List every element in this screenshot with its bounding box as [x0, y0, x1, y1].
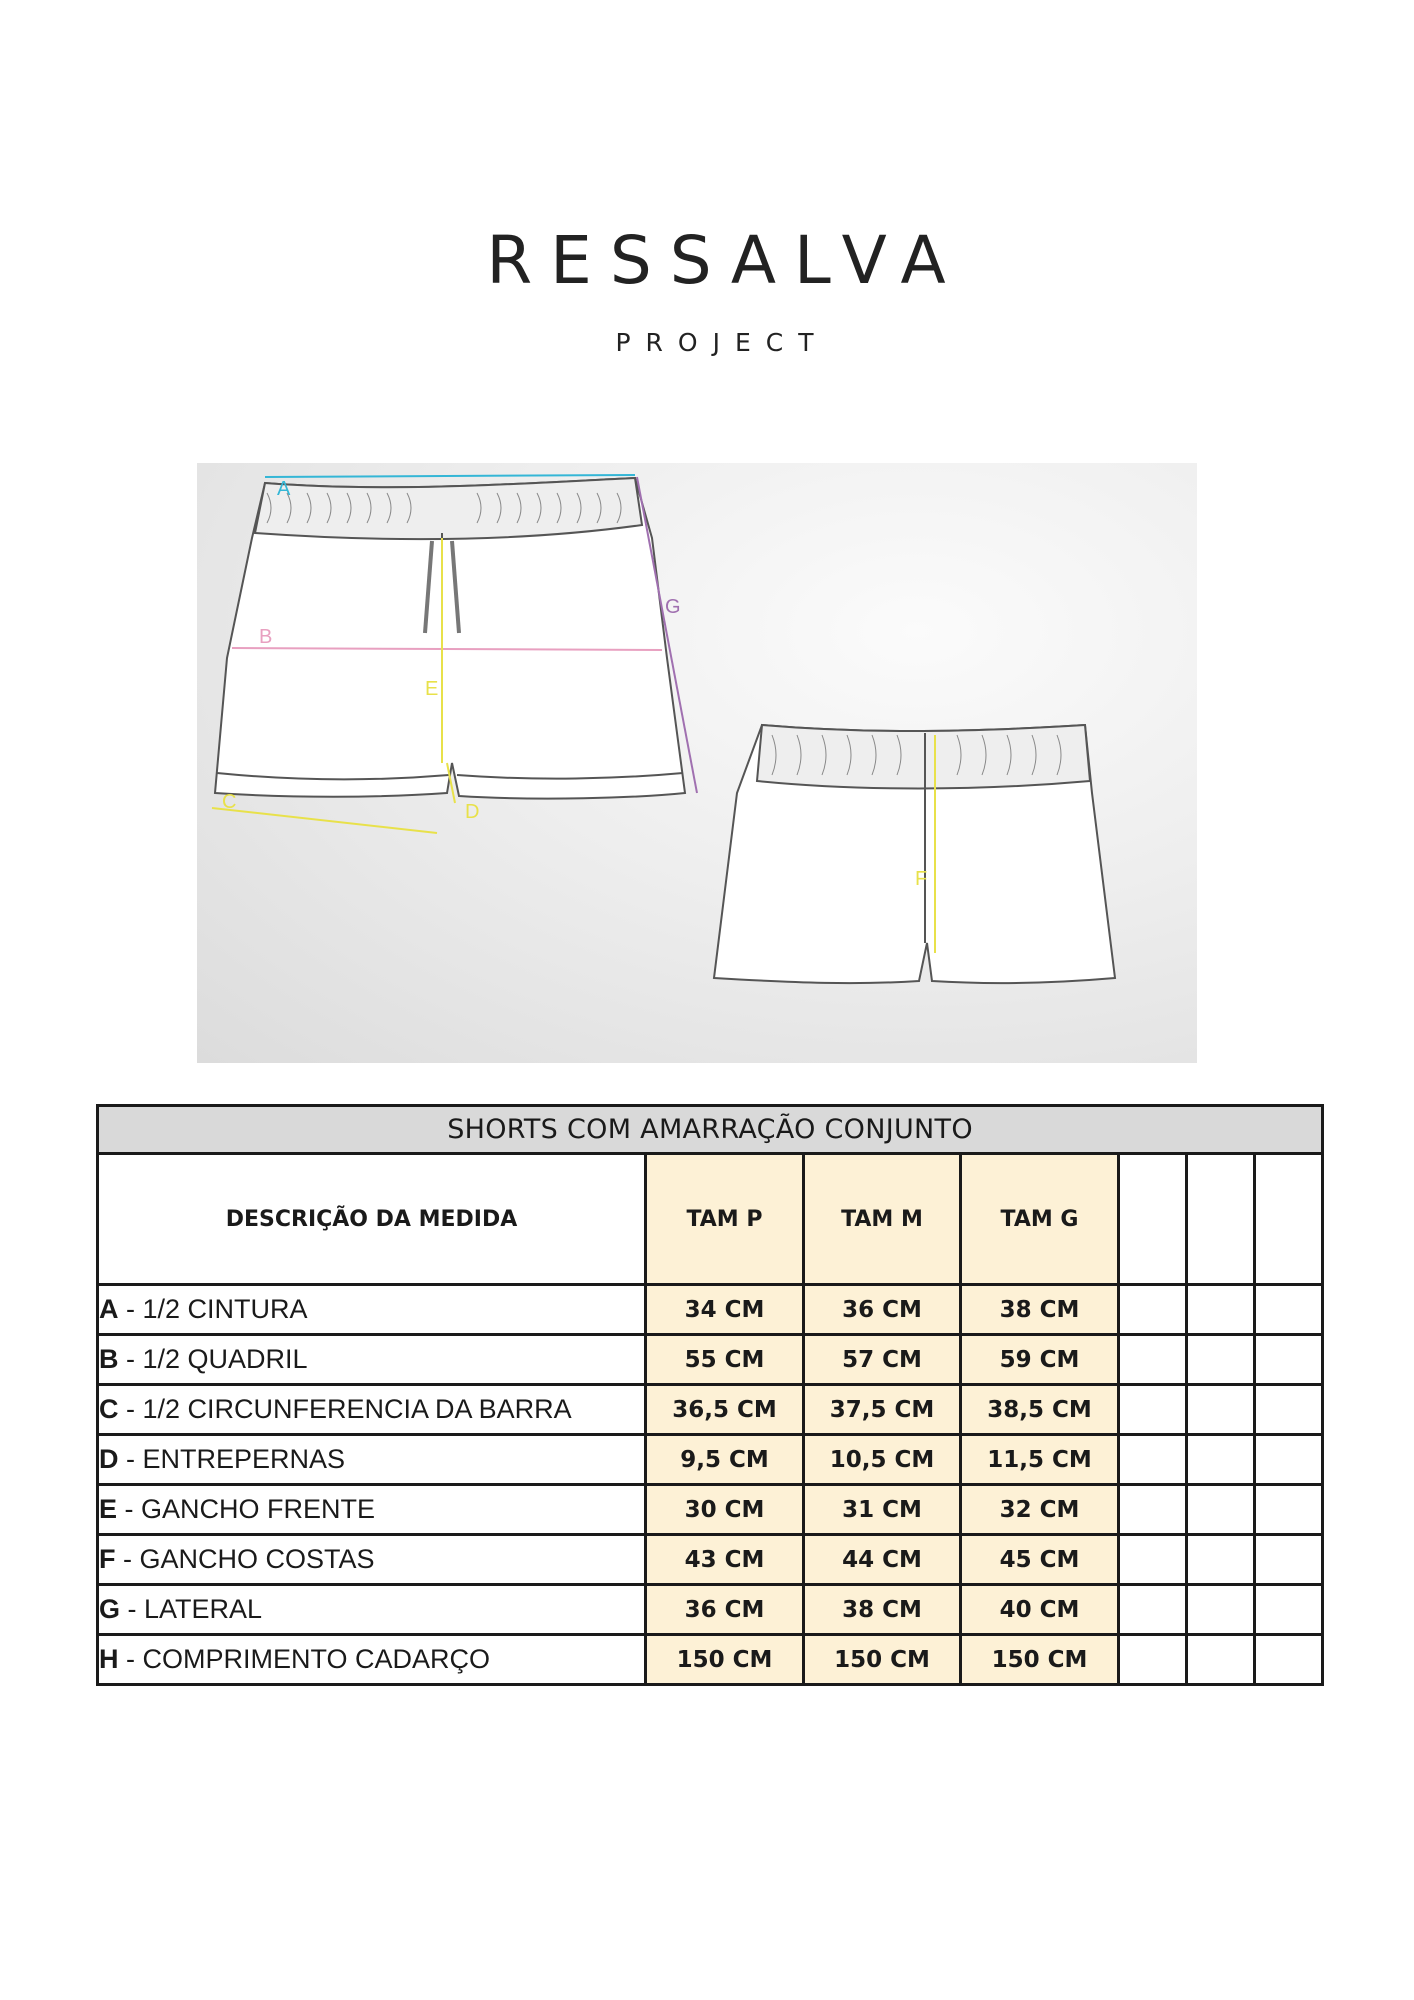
size-value: 40 CM: [961, 1585, 1119, 1635]
table-row: [98, 1485, 1323, 1535]
label-f: F: [915, 868, 928, 890]
size-value: 150 CM: [804, 1635, 961, 1685]
header-empty: [1187, 1154, 1255, 1285]
empty-cell: [1255, 1485, 1323, 1535]
measure-description: [98, 1435, 646, 1485]
size-value: 9,5 CM: [646, 1435, 804, 1485]
size-value: 11,5 CM: [961, 1435, 1119, 1485]
measure-a-line: [265, 475, 635, 477]
measure-description: [98, 1535, 646, 1585]
size-value: 150 CM: [646, 1635, 804, 1685]
empty-cell: [1255, 1385, 1323, 1435]
empty-cell: [1119, 1435, 1187, 1485]
size-value: 59 CM: [961, 1335, 1119, 1385]
label-d: D: [465, 801, 480, 823]
empty-cell: [1187, 1535, 1255, 1585]
header-empty: [1255, 1154, 1323, 1285]
measure-description: [98, 1635, 646, 1685]
empty-cell: [1119, 1635, 1187, 1685]
measure-description: [98, 1485, 646, 1535]
size-value: 32 CM: [961, 1485, 1119, 1535]
empty-cell: [1255, 1335, 1323, 1385]
measure-c-line: [212, 808, 437, 833]
size-value: 38,5 CM: [961, 1385, 1119, 1435]
size-value: 57 CM: [804, 1335, 961, 1385]
size-value: 38 CM: [961, 1285, 1119, 1335]
empty-cell: [1187, 1585, 1255, 1635]
empty-cell: [1255, 1585, 1323, 1635]
measure-label: - 1/2 CINTURA: [118, 1294, 308, 1324]
header-size-p: TAM P: [646, 1154, 804, 1285]
empty-cell: [1187, 1285, 1255, 1335]
header-size-g: TAM G: [961, 1154, 1119, 1285]
empty-cell: [1255, 1285, 1323, 1335]
size-chart-table: [96, 1104, 1324, 1686]
measure-label: - ENTREPERNAS: [118, 1444, 346, 1474]
table-row: [98, 1385, 1323, 1435]
measure-code: A: [99, 1294, 119, 1324]
size-value: 36,5 CM: [646, 1385, 804, 1435]
front-view: [215, 478, 685, 799]
size-value: 45 CM: [961, 1535, 1119, 1585]
size-value: 43 CM: [646, 1535, 804, 1585]
empty-cell: [1255, 1535, 1323, 1585]
size-value: 36 CM: [804, 1285, 961, 1335]
empty-cell: [1119, 1385, 1187, 1435]
label-a: A: [277, 478, 291, 500]
table-row: [98, 1635, 1323, 1685]
empty-cell: [1187, 1335, 1255, 1385]
measure-description: [98, 1385, 646, 1435]
measure-code: F: [99, 1544, 116, 1574]
header-empty: [1119, 1154, 1187, 1285]
size-value: 38 CM: [804, 1585, 961, 1635]
size-value: 31 CM: [804, 1485, 961, 1535]
label-b: B: [259, 626, 273, 648]
size-value: 34 CM: [646, 1285, 804, 1335]
table-row: [98, 1435, 1323, 1485]
measure-code: G: [99, 1594, 121, 1624]
brand-logo: RESSALVA: [486, 222, 964, 299]
back-waistband: [757, 725, 1090, 789]
label-g: G: [665, 596, 681, 618]
empty-cell: [1119, 1585, 1187, 1635]
measure-description: [98, 1585, 646, 1635]
size-value: 36 CM: [646, 1585, 804, 1635]
measure-label: - 1/2 QUADRIL: [118, 1344, 308, 1374]
empty-cell: [1119, 1285, 1187, 1335]
measure-label: - GANCHO COSTAS: [115, 1544, 375, 1574]
measure-description: [98, 1335, 646, 1385]
measure-code: B: [99, 1344, 119, 1374]
measure-code: C: [99, 1394, 119, 1424]
empty-cell: [1187, 1485, 1255, 1535]
back-view: [714, 725, 1115, 983]
front-waistband: [255, 478, 642, 539]
size-value: 44 CM: [804, 1535, 961, 1585]
empty-cell: [1119, 1485, 1187, 1535]
measure-label: - COMPRIMENTO CADARÇO: [118, 1644, 491, 1674]
table-row: [98, 1285, 1323, 1335]
brand-subtitle: PROJECT: [615, 328, 829, 357]
empty-cell: [1119, 1535, 1187, 1585]
size-value: 150 CM: [961, 1635, 1119, 1685]
header-size-m: TAM M: [804, 1154, 961, 1285]
size-value: 55 CM: [646, 1335, 804, 1385]
header-description: DESCRIÇÃO DA MEDIDA: [98, 1154, 646, 1285]
label-e: E: [425, 678, 439, 700]
measure-code: H: [99, 1644, 119, 1674]
empty-cell: [1187, 1635, 1255, 1685]
measure-code: E: [99, 1494, 118, 1524]
shorts-technical-sketch: [197, 463, 1197, 1063]
table-row: [98, 1585, 1323, 1635]
measure-label: - GANCHO FRENTE: [117, 1494, 376, 1524]
measure-description: [98, 1285, 646, 1335]
size-value: 10,5 CM: [804, 1435, 961, 1485]
measure-label: - 1/2 CIRCUNFERENCIA DA BARRA: [118, 1394, 572, 1424]
measure-code: D: [99, 1444, 119, 1474]
size-value: 37,5 CM: [804, 1385, 961, 1435]
empty-cell: [1187, 1435, 1255, 1485]
empty-cell: [1119, 1335, 1187, 1385]
table-row: [98, 1535, 1323, 1585]
empty-cell: [1187, 1385, 1255, 1435]
empty-cell: [1255, 1635, 1323, 1685]
empty-cell: [1255, 1435, 1323, 1485]
measure-label: - LATERAL: [120, 1594, 263, 1624]
size-value: 30 CM: [646, 1485, 804, 1535]
table-row: [98, 1335, 1323, 1385]
table-title: SHORTS COM AMARRAÇÃO CONJUNTO: [98, 1106, 1323, 1154]
label-c: C: [222, 791, 237, 813]
